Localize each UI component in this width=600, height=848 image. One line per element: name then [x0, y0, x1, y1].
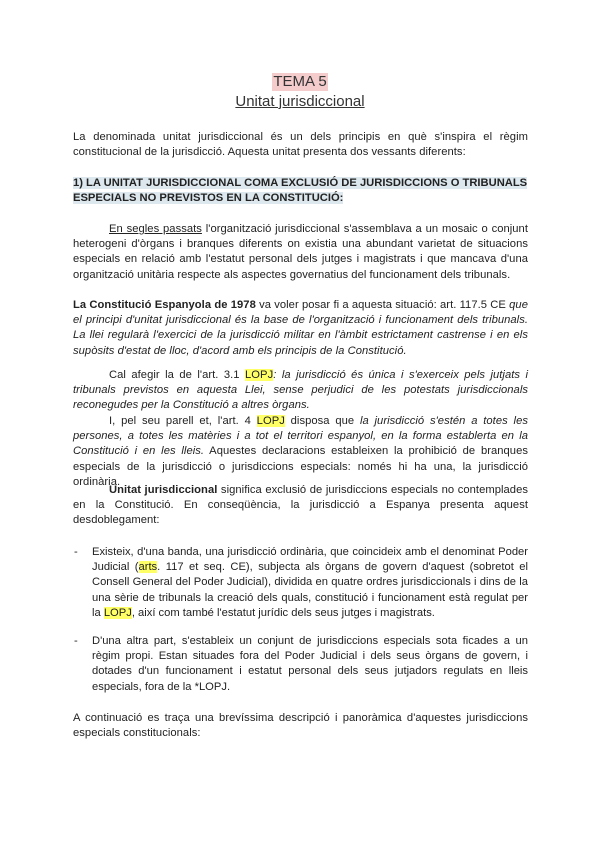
italic-quote: que el principi d'unitat jurisdiccional és la base de l'organització i funcionament dels tribunals. La llei regularà l'exercici de la jurisdicció militar en l'àmbit estrictament castrense i en els supòsits d'estat de lloc, d'acord amb els principis de la Constitució. — [73, 299, 528, 357]
paragraph-text: Cal afegir la de l'art. 3.1 — [109, 369, 246, 381]
highlight-lopj: LOPJ — [245, 369, 274, 381]
paragraph-text: Aquestes declaracions estableixen la prohibició de branques especials de la jurisdicció o jurisdiccions especials: només hi ha una, la jurisdicció ordinària. — [73, 445, 528, 488]
list-text: Existeix, d'una banda, una jurisdicció ordinària, que coincideix amb el denominat Poder Judicial ( — [92, 546, 528, 574]
paragraph-text: significa exclusió de jurisdiccions especials no contemplades en la Constitució. En conseqüència, la jurisdicció a Espanya presenta aquest desdoblegament: — [73, 484, 528, 527]
section-heading-text: 1) LA UNITAT JURISDICCIONAL COMA EXCLUSIÓ DE JURISDICCIONS O TRIBUNALS ESPECIALS NO PREVISTOS EN LA CONSTITUCIÓ: — [73, 177, 528, 205]
italic-quote: : la jurisdicció és única i s'exerceix pels jutjats i tribunals previstos en aquesta Llei, sense perjudici de les potestats jurisdiccionals reconegudes per la Constitució a altres òrgans. — [73, 369, 529, 412]
paragraph-lopj-4 — [73, 414, 528, 490]
paragraph-text: disposa que — [284, 415, 360, 427]
highlight-arts: arts — [138, 561, 158, 574]
list-dash: - — [74, 635, 78, 647]
intro-paragraph: La denominada unitat jurisdiccional és un dels principis en què s'inspira el règim constitucional de la jurisdicció. Aquesta unitat presenta dos vessants diferents: — [73, 131, 528, 159]
highlight-lopj: LOPJ — [256, 415, 285, 427]
paragraph-lopj-3 — [73, 368, 528, 414]
section-heading — [73, 176, 528, 206]
title-block — [0, 73, 600, 111]
paragraph-past-centuries — [73, 222, 528, 283]
bold-lead: La Constitució Espanyola de 1978 — [73, 299, 256, 311]
list-text: D'una altra part, s'estableix un conjunt de jurisdiccions especials sota ficades a un règim propi. Estan situades fora del Poder Judicial i dels seus òrgans de govern, i dotades d'un funcionament i estatut personal dels seus jutjadors regulats en lleis especials, fora de la *LOPJ. — [92, 635, 528, 693]
underlined-lead: En segles passats — [109, 223, 202, 235]
paragraph-unitat — [73, 483, 528, 529]
list-text: , així com també l'estatut jurídic dels seus jutges i magistrats. — [131, 606, 435, 619]
bold-lead: Unitat jurisdiccional — [109, 484, 218, 496]
list-dash: - — [74, 546, 78, 558]
paragraph-constitution — [73, 298, 528, 359]
list-text: . 117 et seq. CE), subjecta als òrgans de govern d'aquest (sobretot el Consell General del Poder Judicial), dividida en quatre ordres jurisdiccionals i dins de la una sèrie de tribunals la creació dels quals, constitució i funcionament està regulat per la — [92, 561, 528, 619]
list-item — [74, 634, 528, 695]
closing-paragraph: A continuació es traça una brevíssima descripció i panoràmica d'aquestes jurisdiccions especials constitucionals: — [73, 712, 528, 740]
highlight-lopj: LOPJ — [103, 606, 132, 619]
paragraph-text: va voler posar fi a aquesta situació: art. 117.5 CE — [255, 299, 510, 311]
italic-quote: la jurisdicció s'estén a totes les persones, a totes les matèries i a tot el territori espanyol, en la forma establerta en la Constitució i en les lleis. — [73, 415, 528, 458]
topic-number: TEMA 5 — [273, 73, 327, 90]
paragraph-text: I, pel seu parell et, l'art. 4 — [109, 415, 257, 427]
paragraph-text: l'organització jurisdiccional s'assemblava a un mosaic o conjunt heterogeni d'òrgans i branques diferents on existia una abundant varietat de situacions especials en relació amb l'estatut personal dels jutges i magistrats i que mancava d'una organització unitària respecte als aspectes governatius del funcionament dels tribunals. — [73, 223, 528, 281]
list-item — [74, 545, 528, 621]
topic-title: Unitat jurisdiccional — [235, 93, 365, 110]
